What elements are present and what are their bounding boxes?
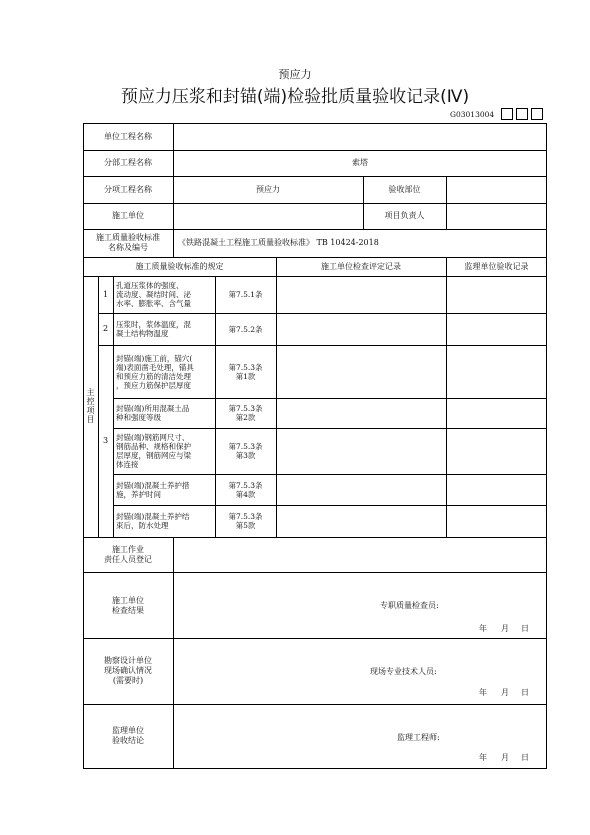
item-3-desc-line: 端)表面凿毛处理，锚具 (116, 362, 194, 372)
division-field[interactable]: 索塔 (352, 158, 368, 167)
item-1-desc-line: 流动度、凝结时间、泌 (116, 290, 191, 299)
survey-label-line1: 勘察设计单位 (104, 656, 152, 665)
item-4-clause: 第7.5.3条 (228, 404, 263, 413)
project-leader-label: 项目负责人 (384, 211, 425, 220)
col-header-contractor: 施工单位检查评定记录 (321, 262, 401, 271)
item-3-desc-line: 和预应力筋的清洁处理 (116, 371, 191, 381)
group-label-text: 主 控 项 目 (86, 388, 95, 424)
supervisor-signature-label: 监理工程师: (397, 733, 440, 742)
standard-value: 《铁路混凝土工程施工质量验收标准》 TB 10424-2018 (178, 238, 379, 247)
item-4-desc-line: 种和强度等级 (116, 413, 161, 422)
worker-label-line2: 责任人员登记 (104, 555, 152, 564)
item-no-3: 3 (102, 436, 109, 445)
code-box-3[interactable] (531, 108, 543, 120)
check-date-year: 年 (479, 624, 487, 633)
item-1-desc-line: 水率、膨胀率、含气量 (116, 299, 191, 308)
col-header-supervisor: 监理单位验收记录 (464, 262, 529, 271)
check-signature-label: 专职质量检查员: (380, 601, 439, 610)
subdivision-label: 分项工程名称 (104, 185, 152, 194)
supervisor-date-month: 月 (501, 753, 509, 762)
survey-date-day: 日 (521, 688, 529, 697)
item-3-clause: 第1款 (235, 371, 256, 381)
division-label: 分部工程名称 (104, 158, 152, 167)
item-1-clause: 第7.5.1条 (228, 290, 263, 299)
code-box-1[interactable] (501, 108, 513, 120)
item-1-supervisor-record[interactable] (447, 277, 546, 312)
check-date-day: 日 (521, 624, 529, 633)
item-5-desc-line: 层厚度，钢筋网应与梁 (116, 451, 191, 460)
item-7-clause: 第5款 (235, 521, 256, 530)
item-2-desc-line: 压浆时，浆体温度，混 (116, 320, 191, 329)
check-label-line1: 施工单位 (112, 596, 144, 605)
survey-signature-label: 现场专业技术人员: (370, 667, 437, 676)
item-4-contractor-record[interactable] (277, 399, 445, 427)
supervisor-date-day: 日 (521, 753, 529, 762)
survey-label-line2: 现场确认情况 (104, 666, 152, 675)
item-5-clause: 第3款 (235, 451, 256, 460)
item-7-supervisor-record[interactable] (447, 506, 546, 536)
item-3-desc-line: ，预应力筋保护层厚度 (116, 380, 191, 390)
form-code: G03013004 (450, 110, 495, 119)
subdivision-field[interactable]: 预应力 (256, 185, 280, 194)
group-label-main-control (83, 388, 98, 424)
standard-label-line2: 名称及编号 (108, 243, 148, 252)
item-2-desc-line: 凝土结构物温度 (116, 329, 169, 338)
item-6-supervisor-record[interactable] (447, 475, 546, 504)
item-4-clause: 第2款 (235, 413, 256, 422)
item-5-desc-line: 钢筋品种、规格和保护 (116, 442, 191, 451)
check-label-line2: 检查结果 (112, 606, 144, 615)
item-7-contractor-record[interactable] (277, 506, 445, 536)
item-7-clause: 第7.5.3条 (228, 512, 263, 521)
item-3-supervisor-record[interactable] (447, 346, 546, 397)
item-2-supervisor-record[interactable] (447, 314, 546, 344)
constructor-label: 施工单位 (112, 211, 144, 220)
code-box-2[interactable] (516, 108, 528, 120)
unit-project-label: 单位工程名称 (104, 132, 152, 141)
item-4-supervisor-record[interactable] (447, 399, 546, 427)
item-1-desc-line: 孔道压浆体的强度、 (116, 281, 184, 290)
item-3-clause: 第7.5.3条 (228, 362, 263, 372)
item-6-contractor-record[interactable] (277, 475, 445, 504)
check-date-month: 月 (501, 624, 509, 633)
item-6-desc-line: 封锚(端)混凝土养护措 (116, 480, 190, 490)
standard-label-line1: 施工质量验收标准 (96, 233, 160, 242)
item-5-clause: 第7.5.3条 (228, 442, 263, 451)
item-no-1: 1 (102, 290, 109, 299)
supervisor-label-line1: 监理单位 (112, 726, 144, 735)
col-header-standard: 施工质量验收标准的规定 (135, 262, 224, 271)
item-5-desc-line: 封锚(端)钢筋网尺寸、 (116, 433, 190, 442)
survey-date-year: 年 (479, 688, 487, 697)
item-4-desc-line: 封锚(端)所用混凝土品 (116, 404, 190, 413)
survey-date-month: 月 (501, 688, 509, 697)
item-3-desc-line: 封锚(端)施工前，锚穴( (116, 353, 193, 363)
worker-label-line1: 施工作业 (112, 545, 144, 554)
item-6-desc-line: 施，养护时间 (116, 489, 161, 499)
supervisor-label-line2: 验收结论 (112, 736, 144, 745)
item-2-clause: 第7.5.2条 (228, 324, 263, 334)
item-5-supervisor-record[interactable] (447, 429, 546, 473)
item-2-contractor-record[interactable] (277, 314, 445, 344)
item-6-clause: 第4款 (235, 489, 256, 499)
survey-label-line3: (需要时) (112, 676, 144, 685)
item-7-desc-line: 封锚(端)混凝土养护结 (116, 512, 190, 521)
item-6-clause: 第7.5.3条 (228, 480, 263, 490)
item-3-contractor-record[interactable] (277, 346, 445, 397)
supervisor-date-year: 年 (479, 753, 487, 762)
category-label: 预应力 (278, 68, 312, 81)
item-5-contractor-record[interactable] (277, 429, 445, 473)
item-no-2: 2 (102, 324, 109, 333)
acceptance-part-label: 验收部位 (388, 185, 421, 194)
item-7-desc-line: 束后，防水处理 (116, 521, 169, 530)
page-title: 预应力压浆和封锚(端)检验批质量验收记录(Ⅳ) (120, 87, 470, 107)
item-5-desc-line: 体连接 (116, 460, 139, 469)
item-1-contractor-record[interactable] (277, 277, 445, 312)
